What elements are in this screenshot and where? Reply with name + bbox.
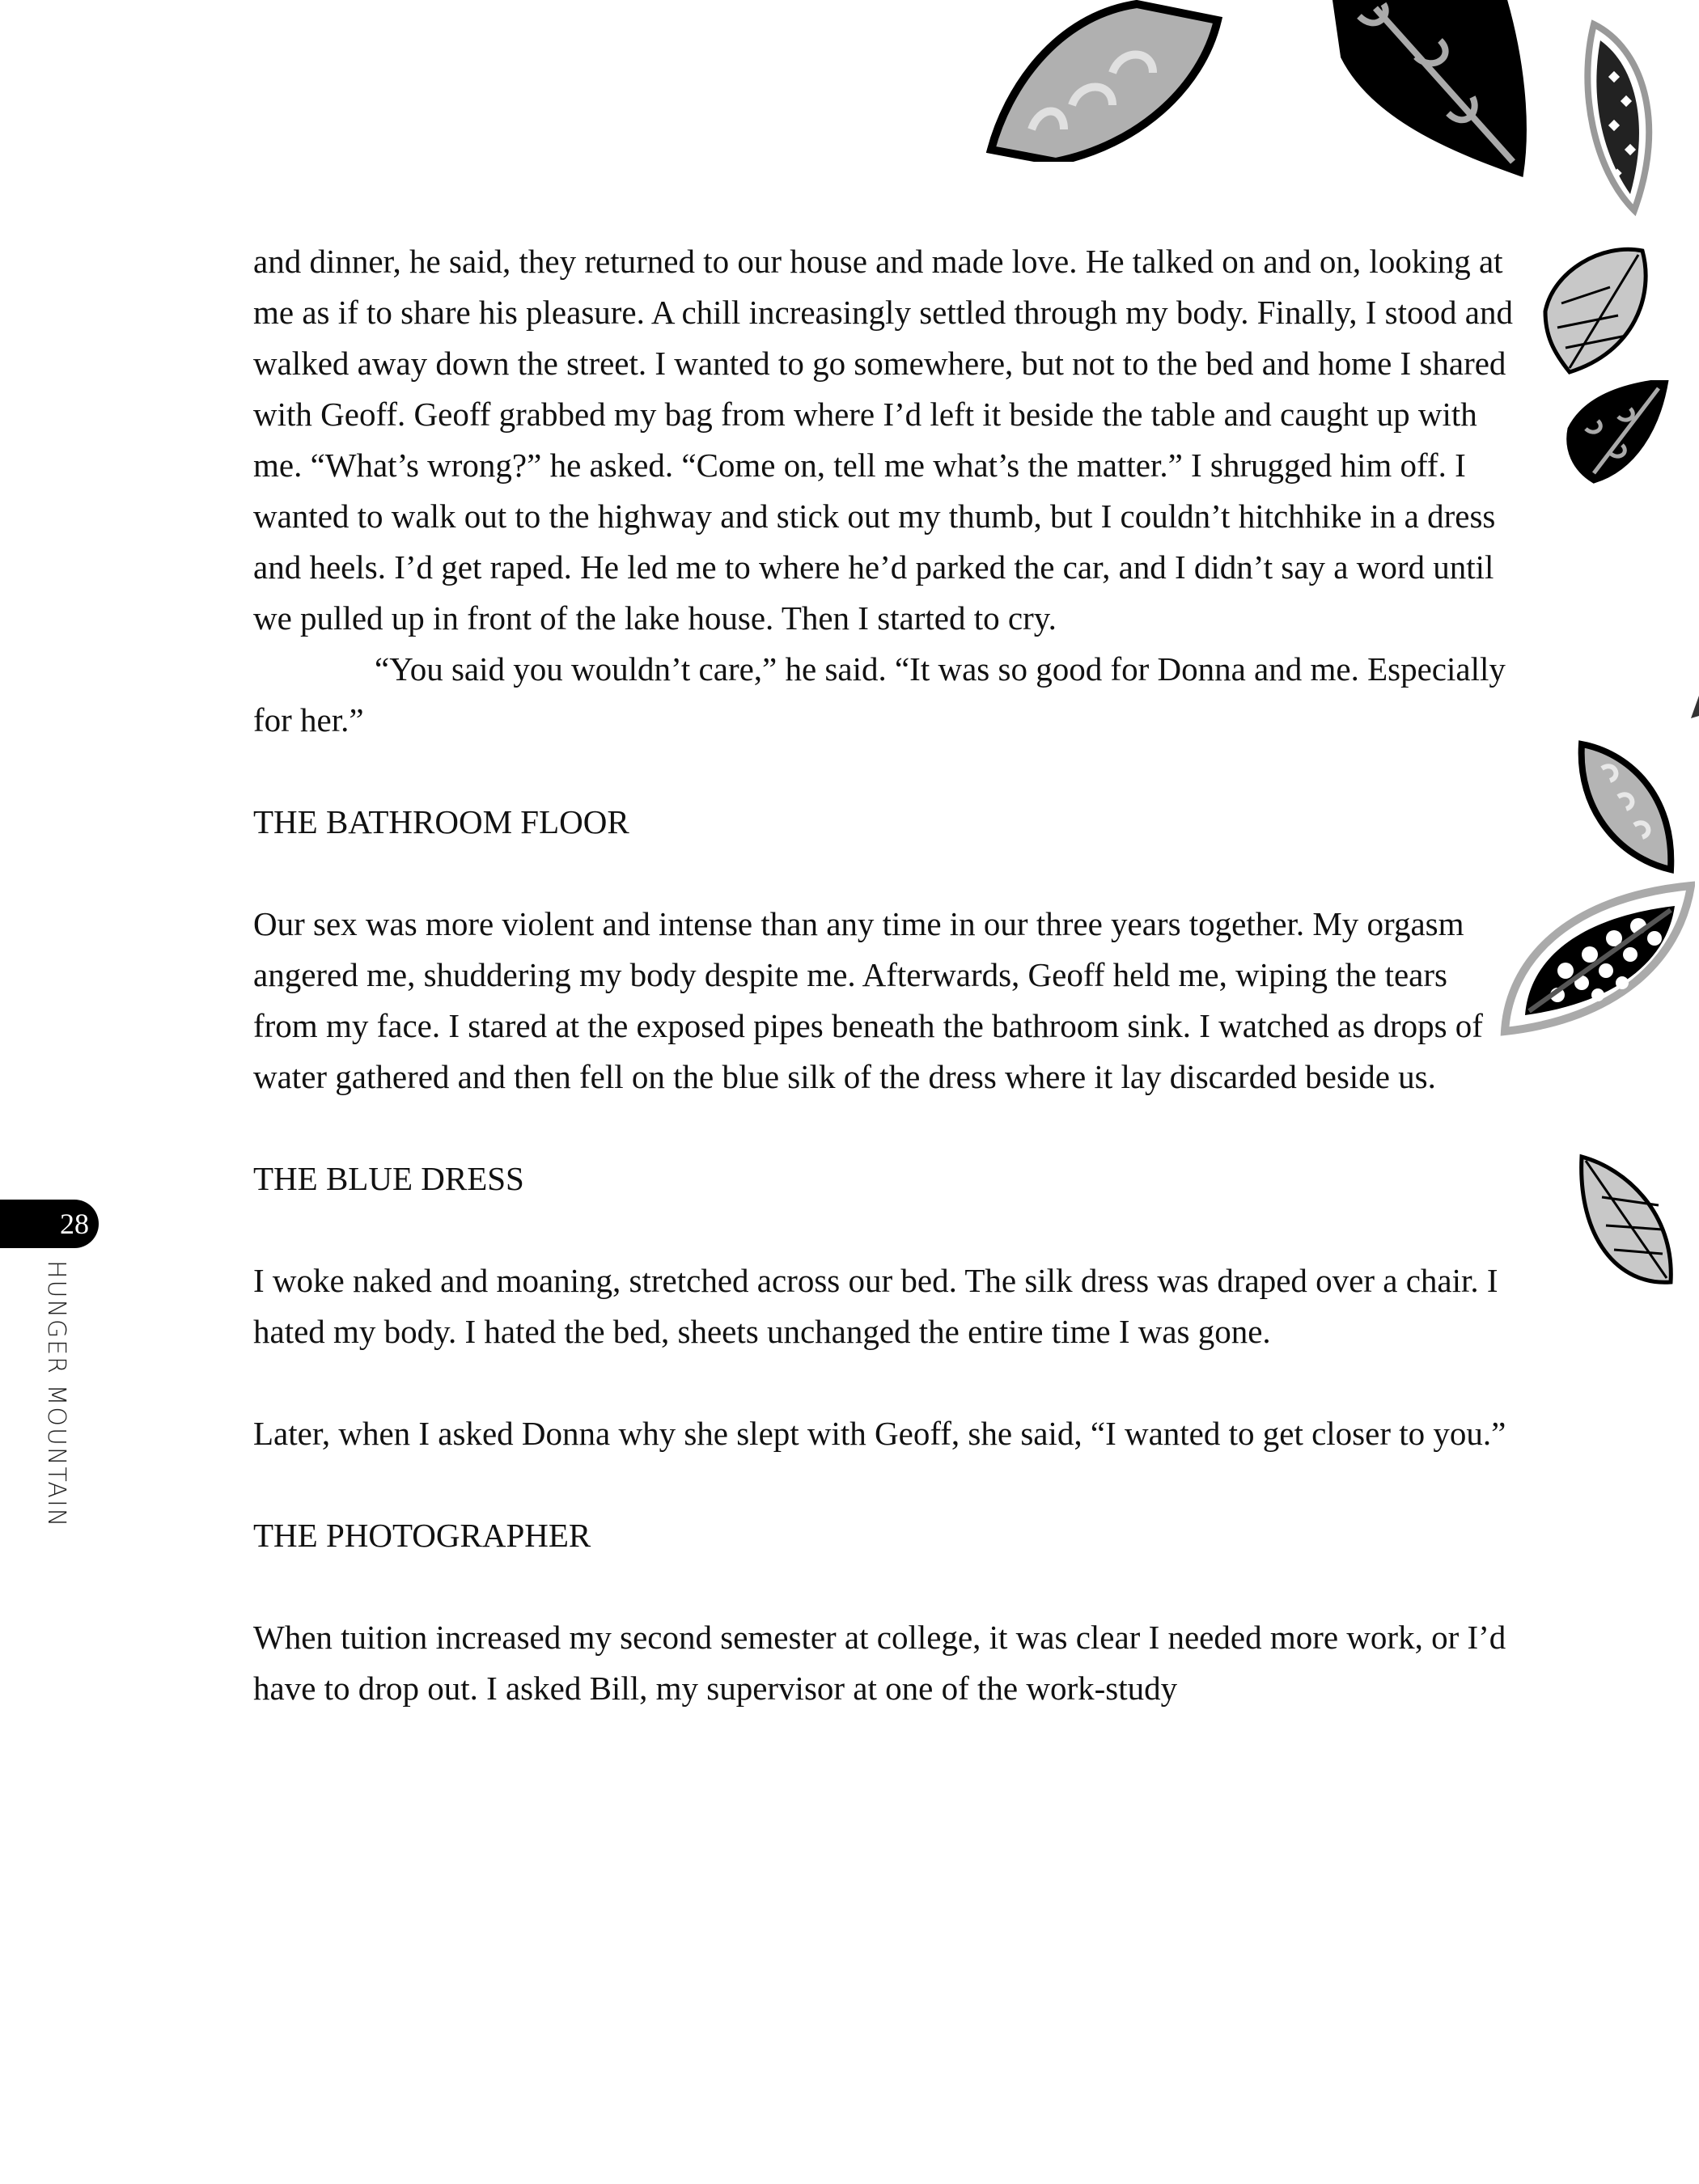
net-leaf-icon (1493, 874, 1695, 1043)
black-swirl-leaf-icon (1327, 0, 1537, 178)
page-number: 28 (60, 1208, 89, 1240)
section-heading-blue-dress: THE BLUE DRESS (253, 1160, 524, 1197)
striped-leaf-icon-2 (1570, 1149, 1683, 1294)
opening-paragraph: and dinner, he said, they returned to our house and made love. He talked on and on, looking at me as if to share his pleasure. A chill increasingly settled through my body. Finally, I stood and walked away down the street. I wanted to go somewhere, but not to the bed and home I shared with Geoff. Geoff grabbed my bag from where I’d left it beside the table and caught up with me. “What’s wrong?” he asked. “Come on, tell me what’s the matter.” I shrugged him off. I wanted to walk out to the highway and stick out my thumb, but I couldn’t hitchhike in a dress and heels. I’d get raped. He led me to where he’d parked the car, and I didn’t say a word until we pulled up in front of the lake house. Then I started to cry. (253, 243, 1513, 637)
paragraph: When tuition increased my second semester at college, it was clear I needed more work, or I’d have to drop out. I asked Bill, my supervisor at one of the work-study (253, 1619, 1506, 1707)
section-heading-photographer: THE PHOTOGRAPHER (253, 1517, 591, 1554)
page-number-tab (0, 1200, 99, 1248)
lattice-leaf-icon (1578, 16, 1667, 218)
running-title: HUNGER MOUNTAIN (42, 1260, 70, 1529)
paragraph: I woke naked and moaning, stretched across our bed. The silk dress was draped over a chair. I hated my body. I hated the bed, sheets unchanged the entire time I was gone. (253, 1262, 1498, 1350)
article-body (253, 236, 1515, 1714)
section-heading-bathroom-floor: THE BATHROOM FLOOR (253, 803, 629, 840)
paragraph: Our sex was more violent and intense than any time in our three years together. My orgasm angered me, shuddering my body despite me. Afterwards, Geoff held me, wiping the tears from my face. I stared at the exposed pipes beneath the bathroom sink. I watched as drops of water gathered and then fell on the blue silk of the dress where it lay discarded beside us. (253, 905, 1483, 1095)
paragraph: Later, when I asked Donna why she slept with Geoff, she said, “I wanted to get closer to you.” (253, 1415, 1506, 1452)
striped-leaf-icon (1537, 239, 1659, 376)
black-scroll-leaf-icon (1561, 380, 1675, 485)
gray-swirl-leaf-icon (1570, 728, 1683, 874)
swirl-leaf-icon (975, 0, 1242, 162)
dialogue-paragraph: “You said you wouldn’t care,” he said. “It was so good for Donna and me. Especially for her.” (253, 650, 1506, 739)
leaf-fragment-icon (1687, 696, 1699, 720)
